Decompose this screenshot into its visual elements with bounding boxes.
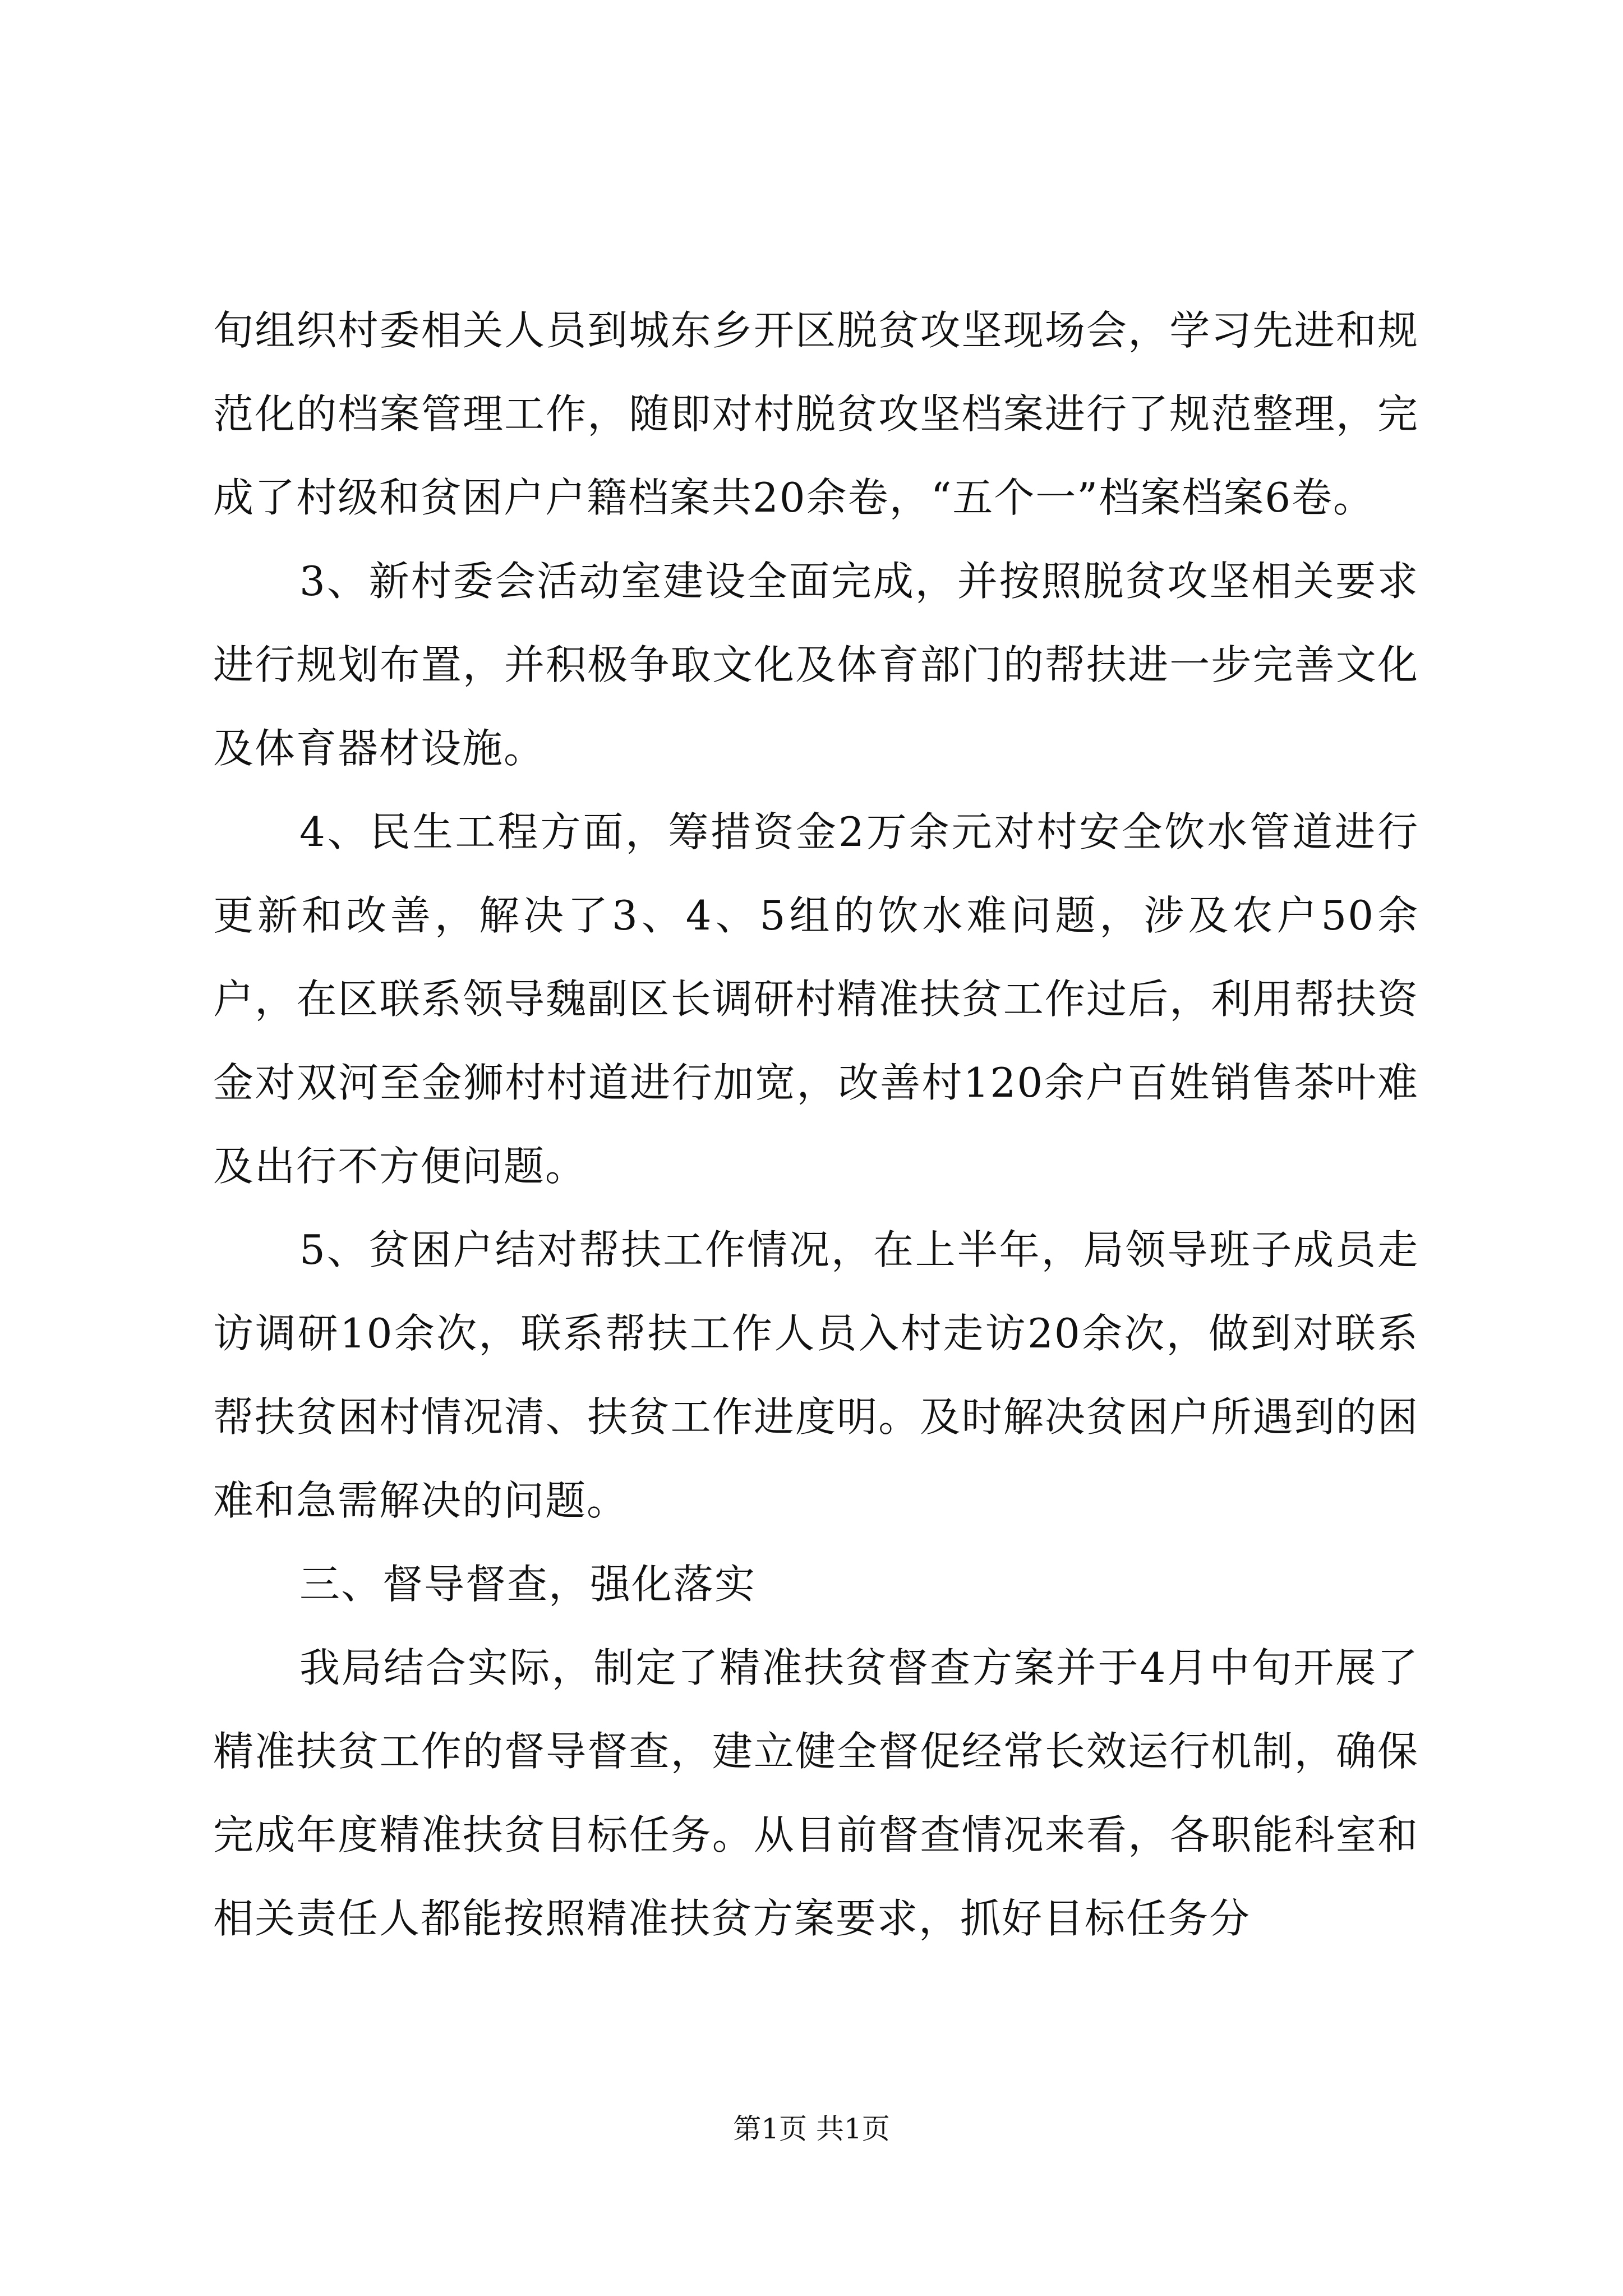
section-heading-supervision: 三、督导督查，强化落实 — [299, 1561, 757, 1608]
page-footer: 第1页 共1页 — [733, 2113, 890, 2145]
paragraph-item-3-activity-room: 3、新村委会活动室建设全面完成，并按照脱贫攻坚相关要求进行规划布置，并积极争取文化及体育部门的帮扶进一步完善文化及体育器材设施。 — [213, 558, 1419, 772]
paragraph-item-4-livelihood: 4、民生工程方面，筹措资金2万余元对村安全饮水管道进行更新和改善，解决了3、4、5组的饮水难问题，涉及农户50余户，在区联系领导魏副区长调研村精准扶贫工作过后，利用帮扶资金对双河至金狮村村道进行加宽，改善村120余户百姓销售茶叶难及出行不方便问题。 — [213, 808, 1419, 1190]
paragraph-archive-continuation: 旬组织村委相关人员到城东乡开区脱贫攻坚现场会，学习先进和规范化的档案管理工作，随即对村脱贫攻坚档案进行了规范整理，完成了村级和贫困户户籍档案共20余卷，“五个一”档案档案6卷。 — [213, 307, 1419, 521]
paragraph-item-5-pairing-assistance: 5、贫困户结对帮扶工作情况，在上半年，局领导班子成员走访调研10余次，联系帮扶工作人员入村走访20余次，做到对联系帮扶贫困村情况清、扶贫工作进度明。及时解决贫困户所遇到的困难和急需解决的问题。 — [213, 1226, 1419, 1524]
paragraph-supervision-details: 我局结合实际，制定了精准扶贫督查方案并于4月中旬开展了精准扶贫工作的督导督查，建立健全督促经常长效运行机制，确保完成年度精准扶贫目标任务。从目前督查情况来看，各职能科室和相关责任人都能按照精准扶贫方案要求，抓好目标任务分 — [213, 1644, 1419, 1942]
document-body — [213, 289, 1419, 1961]
